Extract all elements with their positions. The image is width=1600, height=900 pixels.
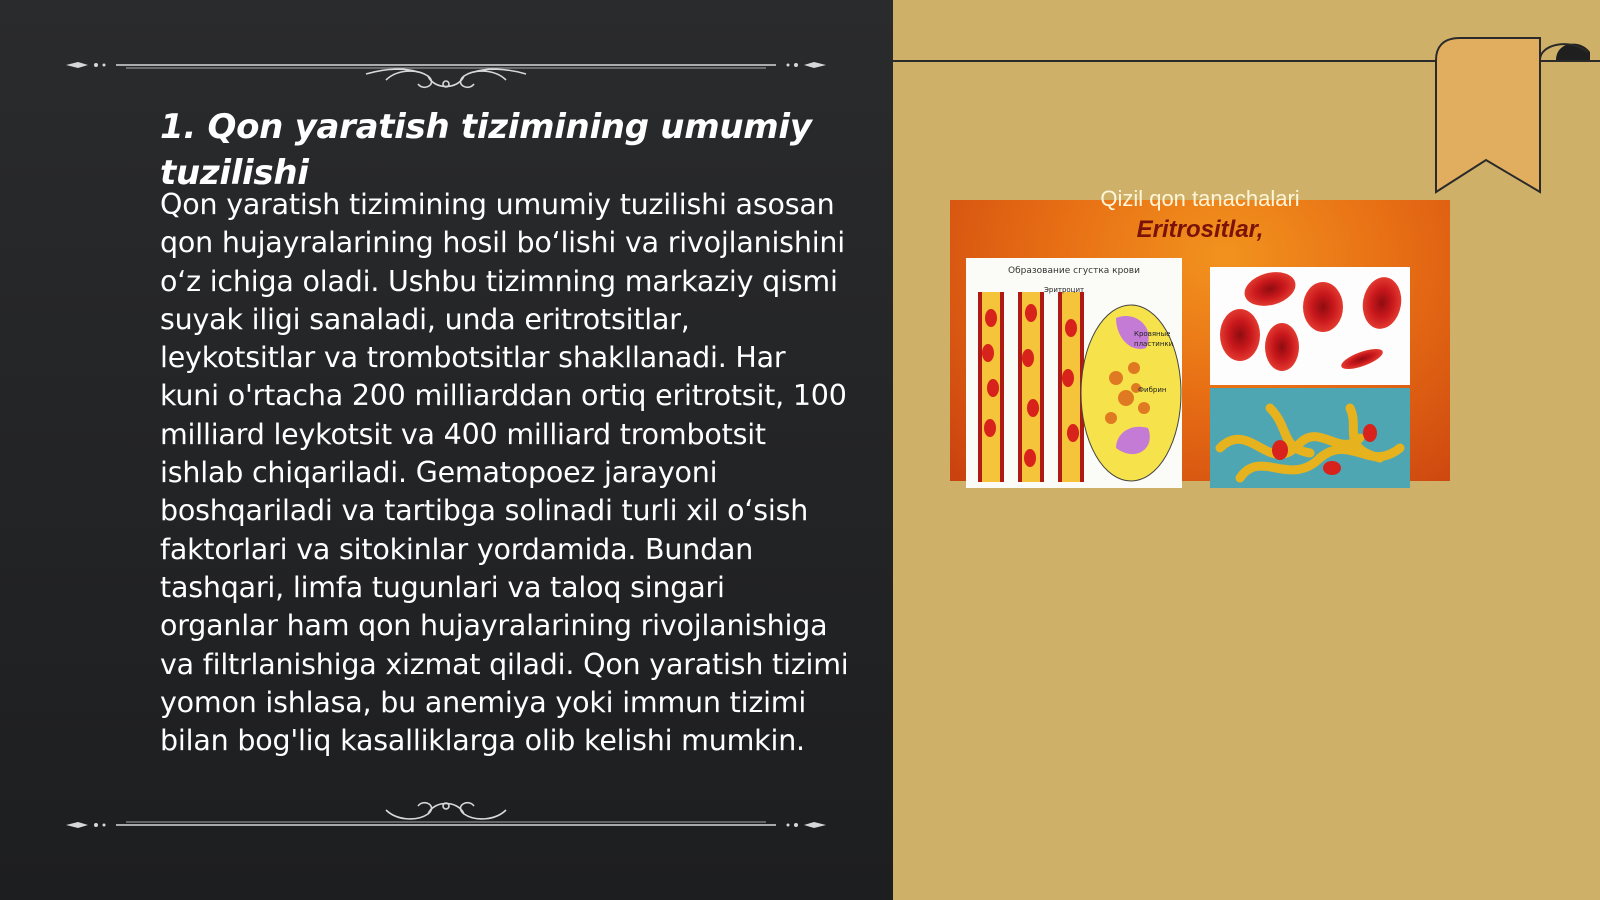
label-erythrocyte: Эритроцит	[1044, 286, 1085, 294]
fibrin-mesh-panel	[1210, 388, 1410, 488]
erythrocyte-figure	[950, 186, 1450, 481]
slide-body-paragraph: Qon yaratish tizimining umumiy tuzilishi asosan qon hujayralarining hosil boʻlishi va rivojlanishini oʻz ichiga oladi. Ushbu tizimning markaziy qismi suyak iligi sanaladi, unda eritrotsitlar, leykotsitlar va trombotsitlar shakllanadi. Har kuni o'rtacha 200 milliarddan ortiq eritrotsit, 100 milliard leykotsit va 400 milliard trombotsit ishlab chiqariladi. Gematopoez jarayoni boshqariladi va tartibga solinadi turli xil oʻsish faktorlari va sitokinlar yordamida. Bundan tashqari, limfa tugunlari va taloq singari organlar ham qon hujayralarining rivojlanishiga va filtrlanishiga xizmat qiladi. Qon yaratish tizimi yomon ishlasa, bu anemiya yoki immun tizimi bilan bog'liq kasalliklarga olib kelishi mumkin.	[160, 188, 849, 758]
red-blood-cells-illustration	[1210, 267, 1410, 385]
clot-formation-caption: Образование сгустка крови	[1008, 266, 1140, 276]
clot-formation-panel	[966, 258, 1182, 488]
figure-caption-top: Qizil qon tanachalari	[1100, 186, 1300, 211]
label-fibrin: Фибрин	[1138, 386, 1167, 394]
ornament-bottom-divider	[66, 780, 826, 840]
label-platelets-line2: пластинки	[1134, 340, 1174, 348]
figure-caption-main: Eritrositlar,	[1136, 216, 1264, 243]
fibrin-mesh-illustration	[1210, 388, 1410, 488]
slide-title: 1. Qon yaratish tizimining umumiy tuzilishi	[160, 107, 812, 193]
label-platelets-line1: Кровяные	[1134, 330, 1171, 338]
ornament-top-divider	[66, 40, 826, 100]
bookmark-ribbon-icon	[1430, 34, 1600, 204]
red-blood-cells-panel	[1210, 267, 1410, 385]
